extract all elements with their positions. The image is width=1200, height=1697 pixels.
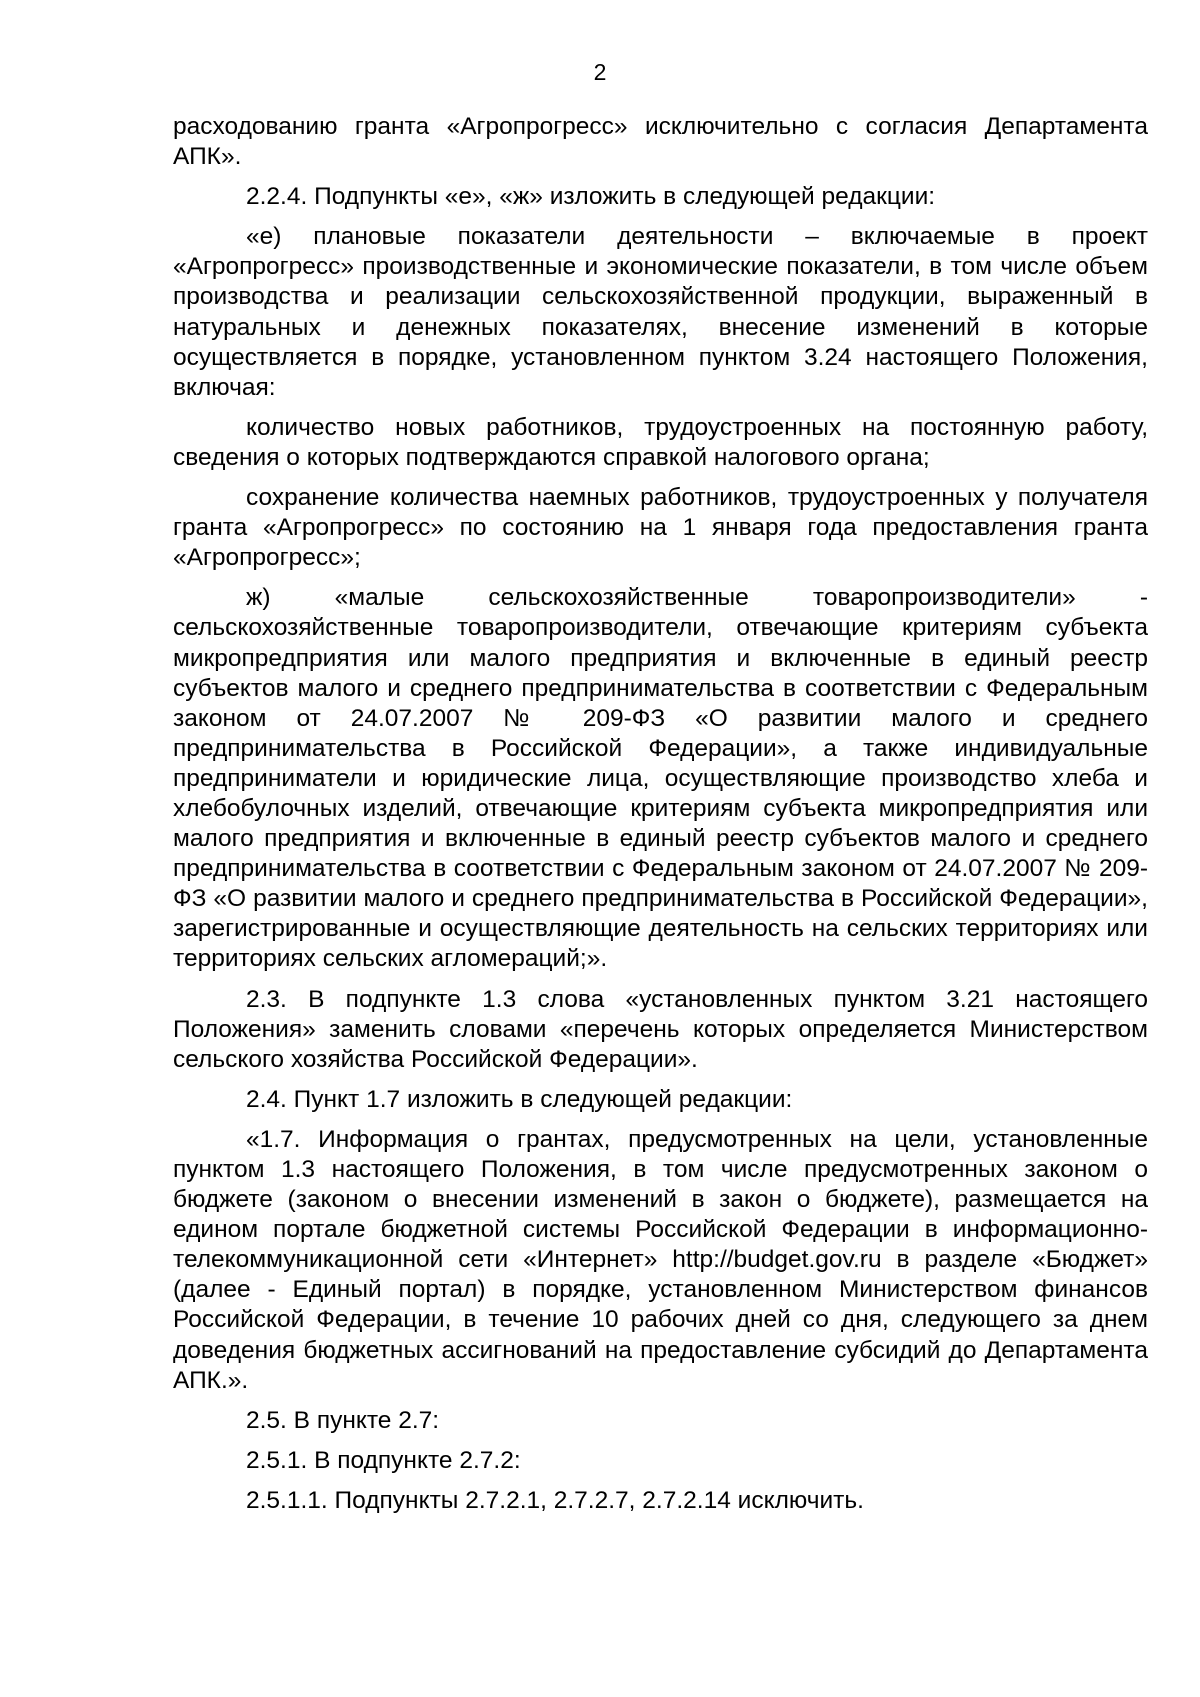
paragraph-new-workers: количество новых работников, трудоустроенных на постоянную работу, сведения о которых подтверждаются справкой налогового органа; (173, 413, 1148, 471)
paragraph-1-7: «1.7. Информация о грантах, предусмотренных на цели, установленные пунктом 1.3 настоящего Положения, в том числе предусмотренных законом о бюджете (законом о внесении изменений в закон о бюджете), размещается на едином портале бюджетной системы Российской Федерации в информационно-телекоммуникационной сети «Интернет» http://budget.gov.ru в разделе «Бюджет» (далее - Единый портал) в порядке, установленном Министерством финансов Российской Федерации, в течение 10 рабочих дней со дня, следующего за днем доведения бюджетных ассигнований на предоставление субсидий до Департамента АПК.». (173, 1125, 1148, 1394)
paragraph-2-5: 2.5. В пункте 2.7: (246, 1406, 440, 1434)
paragraph-2-5-1: 2.5.1. В подпункте 2.7.2: (246, 1446, 521, 1474)
paragraph-2-2-4: 2.2.4. Подпункты «е», «ж» изложить в следующей редакции: (246, 183, 936, 211)
paragraph-subitem-e: «е) плановые показатели деятельности – включаемые в проект «Агропрогресс» производственные и экономические показатели, в том числе объем производства и реализации сельскохозяйственной продукции, выраженный в натуральных и денежных показателях, внесение изменений в которые осуществляется в порядке, установленном пунктом 3.24 настоящего Положения, включая: (173, 223, 1148, 401)
paragraph-continuation: расходованию гранта «Агропрогресс» исключительно с согласия Департамента АПК». (173, 113, 1148, 171)
paragraph-2-4: 2.4. Пункт 1.7 изложить в следующей редакции: (246, 1085, 793, 1113)
paragraph-subitem-zh: ж) «малые сельскохозяйственные товаропроизводители» - сельскохозяйственные товаропроизводители, отвечающие критериям субъекта микропредприятия или малого предприятия и включенные в единый реестр субъектов малого и среднего предпринимательства в соответствии с Федеральным законом от 24.07.2007 № 209-ФЗ «О развитии малого и среднего предпринимательства в Российской Федерации», а также индивидуальные предприниматели и юридические лица, осуществляющие производство хлеба и хлебобулочных изделий, отвечающие критериям субъекта микропредприятия или малого предприятия и включенные в единый реестр субъектов малого и среднего предпринимательства в соответствии с Федеральным законом от 24.07.2007 № 209-ФЗ «О развитии малого и среднего предпринимательства в Российской Федерации», зарегистрированные и осуществляющие деятельность на сельских территориях или территориях сельских агломераций;». (173, 584, 1148, 973)
page-number: 2 (593, 59, 607, 85)
paragraph-2-3: 2.3. В подпункте 1.3 слова «установленных пунктом 3.21 настоящего Положения» заменить словами «перечень которых определяется Министерством сельского хозяйства Российской Федерации». (173, 985, 1148, 1073)
paragraph-2-5-1-1: 2.5.1.1. Подпункты 2.7.2.1, 2.7.2.7, 2.7.2.14 исключить. (246, 1486, 864, 1514)
document-body (173, 112, 1148, 1526)
paragraph-retain-workers: сохранение количества наемных работников, трудоустроенных у получателя гранта «Агропрогресс» по состоянию на 1 января года предоставления гранта «Агропрогресс»; (173, 484, 1148, 572)
